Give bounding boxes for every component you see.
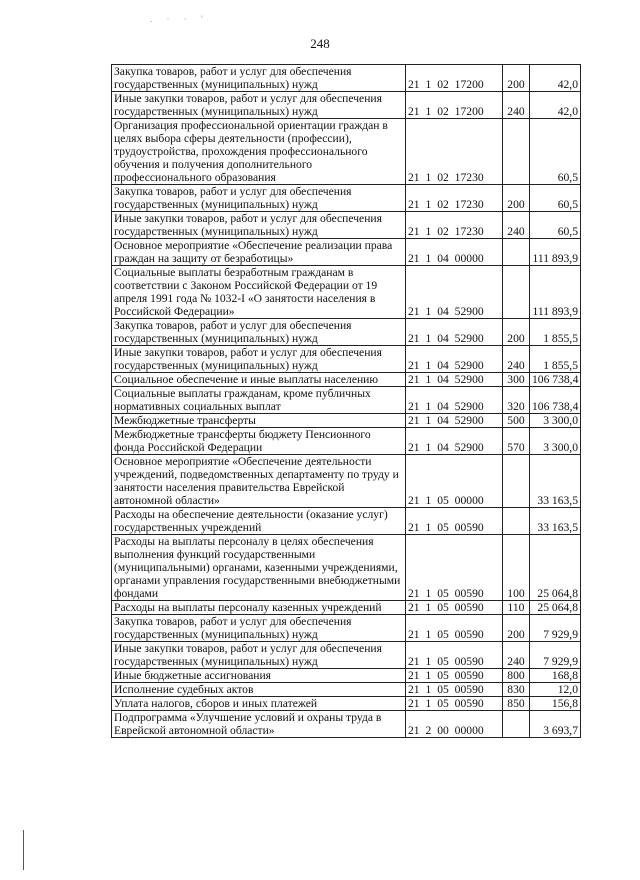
amount-cell: 60,5 bbox=[530, 185, 581, 212]
table-row bbox=[112, 373, 581, 387]
vr-code-cell: 200 bbox=[503, 185, 530, 212]
csr-code-cell: 21 1 05 00590 bbox=[406, 535, 503, 601]
table-row bbox=[112, 697, 581, 711]
amount-cell: 3 693,7 bbox=[530, 711, 581, 738]
vr-code-cell: 240 bbox=[503, 642, 530, 669]
table-row bbox=[112, 455, 581, 508]
csr-code-cell: 21 2 00 00000 bbox=[406, 711, 503, 738]
amount-cell: 1 855,5 bbox=[530, 346, 581, 373]
csr-code-cell: 21 1 02 17230 bbox=[406, 119, 503, 185]
table-row bbox=[112, 414, 581, 428]
vr-code-cell: 100 bbox=[503, 535, 530, 601]
csr-code-cell: 21 1 05 00590 bbox=[406, 683, 503, 697]
csr-code-cell: 21 1 05 00590 bbox=[406, 669, 503, 683]
table-row bbox=[112, 669, 581, 683]
vr-code-cell bbox=[503, 711, 530, 738]
vr-code-cell: 240 bbox=[503, 346, 530, 373]
vr-code-cell: 240 bbox=[503, 92, 530, 119]
table-row bbox=[112, 65, 581, 92]
csr-code-cell: 21 1 04 52900 bbox=[406, 428, 503, 455]
name-cell: Организация профессиональной ориентации граждан в целях выбора сферы деятельности (профессии), трудоустройства, прохождения профессионального обучения и получения дополнительного профессионального образования bbox=[112, 119, 406, 185]
vr-code-cell bbox=[503, 239, 530, 266]
csr-code-cell: 21 1 05 00590 bbox=[406, 601, 503, 615]
csr-code-cell: 21 1 02 17230 bbox=[406, 212, 503, 239]
amount-cell: 111 893,9 bbox=[530, 239, 581, 266]
vr-code-cell bbox=[503, 455, 530, 508]
csr-code-cell: 21 1 02 17230 bbox=[406, 185, 503, 212]
name-cell: Иные закупки товаров, работ и услуг для обеспечения государственных (муниципальных) нужд bbox=[112, 642, 406, 669]
vr-code-cell: 500 bbox=[503, 414, 530, 428]
vr-code-cell: 830 bbox=[503, 683, 530, 697]
scan-specks: . · · ' bbox=[150, 14, 209, 24]
csr-code-cell: 21 1 04 52900 bbox=[406, 373, 503, 387]
vr-code-cell: 850 bbox=[503, 697, 530, 711]
table-row bbox=[112, 508, 581, 535]
table-row bbox=[112, 239, 581, 266]
amount-cell: 7 929,9 bbox=[530, 642, 581, 669]
amount-cell: 111 893,9 bbox=[530, 266, 581, 319]
amount-cell: 42,0 bbox=[530, 65, 581, 92]
amount-cell: 33 163,5 bbox=[530, 508, 581, 535]
table-row bbox=[112, 615, 581, 642]
vr-code-cell: 110 bbox=[503, 601, 530, 615]
amount-cell: 7 929,9 bbox=[530, 615, 581, 642]
name-cell: Закупка товаров, работ и услуг для обеспечения государственных (муниципальных) нужд bbox=[112, 65, 406, 92]
amount-cell: 12,0 bbox=[530, 683, 581, 697]
csr-code-cell: 21 1 02 17200 bbox=[406, 65, 503, 92]
name-cell: Иные закупки товаров, работ и услуг для обеспечения государственных (муниципальных) нужд bbox=[112, 346, 406, 373]
amount-cell: 1 855,5 bbox=[530, 319, 581, 346]
vr-code-cell bbox=[503, 508, 530, 535]
vr-code-cell: 240 bbox=[503, 212, 530, 239]
vr-code-cell: 300 bbox=[503, 373, 530, 387]
page-number: 248 bbox=[310, 36, 330, 51]
amount-cell: 33 163,5 bbox=[530, 455, 581, 508]
vr-code-cell: 570 bbox=[503, 428, 530, 455]
csr-code-cell: 21 1 05 00000 bbox=[406, 455, 503, 508]
vr-code-cell bbox=[503, 119, 530, 185]
csr-code-cell: 21 1 04 52900 bbox=[406, 346, 503, 373]
csr-code-cell: 21 1 02 17200 bbox=[406, 92, 503, 119]
vr-code-cell: 200 bbox=[503, 65, 530, 92]
name-cell: Закупка товаров, работ и услуг для обеспечения государственных (муниципальных) нужд bbox=[112, 615, 406, 642]
name-cell: Расходы на выплаты персоналу в целях обеспечения выполнения функций государственными (муниципальными) органами, казенными учреждениями, органами управления государственными внебюджетными фондами bbox=[112, 535, 406, 601]
amount-cell: 42,0 bbox=[530, 92, 581, 119]
table-row bbox=[112, 212, 581, 239]
name-cell: Расходы на обеспечение деятельности (оказание услуг) государственных учреждений bbox=[112, 508, 406, 535]
amount-cell: 60,5 bbox=[530, 212, 581, 239]
name-cell: Основное мероприятие «Обеспечение реализации права граждан на защиту от безработицы» bbox=[112, 239, 406, 266]
name-cell: Подпрограмма «Улучшение условий и охраны труда в Еврейской автономной области» bbox=[112, 711, 406, 738]
name-cell: Основное мероприятие «Обеспечение деятельности учреждений, подведомственных департаменту по труду и занятости населения правительства Еврейской автономной области» bbox=[112, 455, 406, 508]
name-cell: Расходы на выплаты персоналу казенных учреждений bbox=[112, 601, 406, 615]
amount-cell: 60,5 bbox=[530, 119, 581, 185]
vr-code-cell: 200 bbox=[503, 615, 530, 642]
table-row bbox=[112, 535, 581, 601]
csr-code-cell: 21 1 05 00590 bbox=[406, 642, 503, 669]
table-row bbox=[112, 711, 581, 738]
name-cell: Межбюджетные трансферты bbox=[112, 414, 406, 428]
name-cell: Межбюджетные трансферты бюджету Пенсионного фонда Российской Федерации bbox=[112, 428, 406, 455]
name-cell: Социальные выплаты безработным гражданам в соответствии с Законом Российской Федерации от 19 апреля 1991 года № 1032-I «О занятости населения в Российской Федерации» bbox=[112, 266, 406, 319]
name-cell: Социальные выплаты гражданам, кроме публичных нормативных социальных выплат bbox=[112, 387, 406, 414]
budget-table bbox=[111, 64, 581, 738]
table-row bbox=[112, 387, 581, 414]
csr-code-cell: 21 1 05 00590 bbox=[406, 508, 503, 535]
amount-cell: 168,8 bbox=[530, 669, 581, 683]
table-row bbox=[112, 319, 581, 346]
name-cell: Закупка товаров, работ и услуг для обеспечения государственных (муниципальных) нужд bbox=[112, 185, 406, 212]
csr-code-cell: 21 1 05 00590 bbox=[406, 697, 503, 711]
csr-code-cell: 21 1 04 52900 bbox=[406, 414, 503, 428]
name-cell: Закупка товаров, работ и услуг для обеспечения государственных (муниципальных) нужд bbox=[112, 319, 406, 346]
margin-mark bbox=[23, 830, 24, 870]
amount-cell: 156,8 bbox=[530, 697, 581, 711]
table-row bbox=[112, 683, 581, 697]
table-row bbox=[112, 266, 581, 319]
amount-cell: 25 064,8 bbox=[530, 535, 581, 601]
name-cell: Исполнение судебных актов bbox=[112, 683, 406, 697]
name-cell: Иные закупки товаров, работ и услуг для обеспечения государственных (муниципальных) нужд bbox=[112, 92, 406, 119]
csr-code-cell: 21 1 05 00590 bbox=[406, 615, 503, 642]
vr-code-cell bbox=[503, 266, 530, 319]
table-row bbox=[112, 92, 581, 119]
name-cell: Уплата налогов, сборов и иных платежей bbox=[112, 697, 406, 711]
vr-code-cell: 800 bbox=[503, 669, 530, 683]
table-row bbox=[112, 185, 581, 212]
csr-code-cell: 21 1 04 52900 bbox=[406, 266, 503, 319]
table-row bbox=[112, 601, 581, 615]
amount-cell: 3 300,0 bbox=[530, 414, 581, 428]
table-row bbox=[112, 119, 581, 185]
table-row bbox=[112, 346, 581, 373]
name-cell: Иные закупки товаров, работ и услуг для обеспечения государственных (муниципальных) нужд bbox=[112, 212, 406, 239]
name-cell: Иные бюджетные ассигнования bbox=[112, 669, 406, 683]
vr-code-cell: 200 bbox=[503, 319, 530, 346]
amount-cell: 3 300,0 bbox=[530, 428, 581, 455]
csr-code-cell: 21 1 04 00000 bbox=[406, 239, 503, 266]
budget-table-body bbox=[112, 65, 581, 738]
table-row bbox=[112, 642, 581, 669]
amount-cell: 106 738,4 bbox=[530, 387, 581, 414]
csr-code-cell: 21 1 04 52900 bbox=[406, 387, 503, 414]
vr-code-cell: 320 bbox=[503, 387, 530, 414]
csr-code-cell: 21 1 04 52900 bbox=[406, 319, 503, 346]
table-row bbox=[112, 428, 581, 455]
amount-cell: 106 738,4 bbox=[530, 373, 581, 387]
name-cell: Социальное обеспечение и иные выплаты населению bbox=[112, 373, 406, 387]
amount-cell: 25 064,8 bbox=[530, 601, 581, 615]
